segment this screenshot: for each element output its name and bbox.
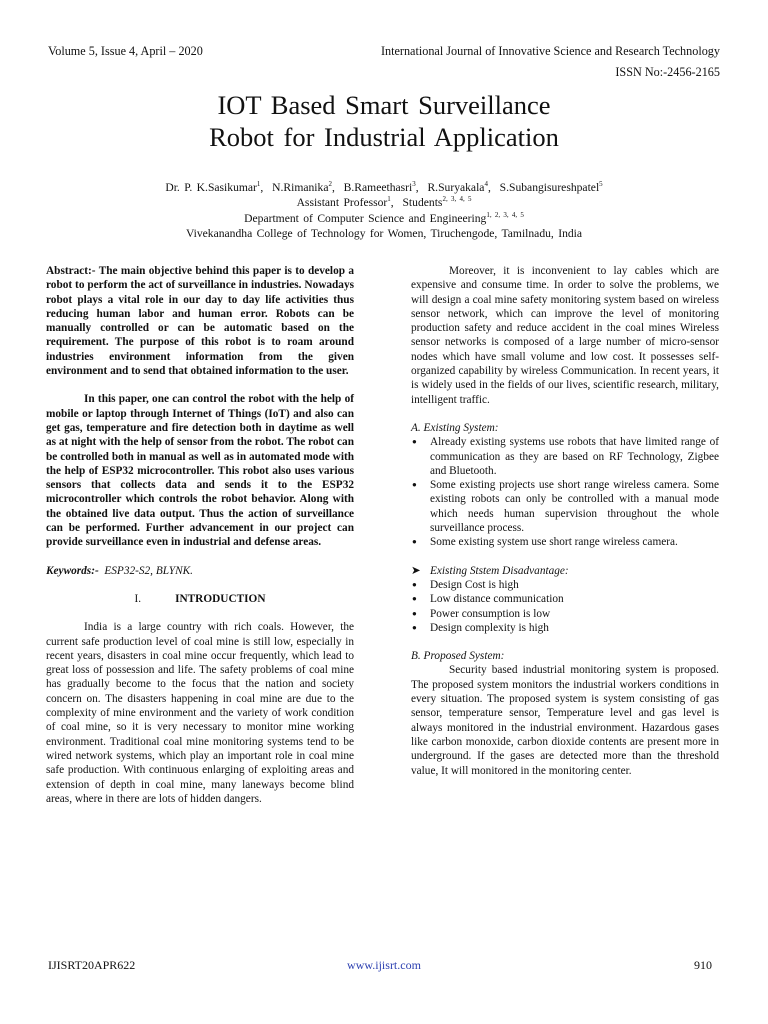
author-department [0, 211, 768, 226]
disadvantage-heading-text: Existing Ststem Disadvantage: [430, 564, 569, 577]
department-sup: 1, 2, 3, 4, 5 [486, 210, 524, 219]
introduction-paragraph: India is a large country with rich coals. However, the current safe production level of coal mine is still low, especially in recent years, disasters in coal mine occur frequently, which lead to great loss of possession and life. The safety problems of coal mine has gradually become to the focus that the nation and society concern on. The disasters happening in coal mine are due to the complexity of mine environment and the variety of work condition of coal mine, so it is very necessary to monitor mine working environment. Traditional coal mine monitoring systems tend to be wired network systems, which play an important role in coal mine safe production. With continuous enlarging of exploiting areas and extension of depth in coal mine, many laneways become blind areas, where in there are lots of hidden dangers. [46, 621, 354, 805]
author-college: Vivekanandha College of Technology for Women, Tiruchengode, Tamilnadu, India [185, 226, 583, 240]
list-item: ● Power consumption is low [411, 607, 719, 621]
list-item: ● Some existing projects use short range wireless camera. Some existing robots can only be controlled with a manual mode which needs human supervision throughout the whole surveillance process. [411, 478, 719, 535]
author-block [0, 180, 768, 241]
author-2-sup: 2 [328, 180, 332, 189]
list-item: ● Design complexity is high [411, 621, 719, 635]
footer-page-number: 910 [694, 958, 712, 972]
abstract [46, 264, 354, 378]
disadvantage-heading [411, 564, 719, 578]
header-journal: International Journal of Innovative Science and Research Technology [380, 44, 720, 58]
abstract-text: The main objective behind this paper is to develop a robot to perform the act of surveillance in industries. Nowadays robot plays a vital role in our day to day life activities thus reducing human labor and human error. Robots can be manually controlled or can be automatic based on the requirement. The purpose of this robot is to roam around industries environment information from the given environment and to send that obtained information to the user. [46, 265, 354, 378]
list-item: ● Low distance communication [411, 592, 719, 606]
title-line-1: IOT Based Smart Surveillance [217, 90, 551, 120]
keywords-text: ESP32-S2, BLYNK. [104, 564, 193, 577]
author-2: N.Rimanika [272, 181, 329, 194]
proposed-system-paragraph: Security based industrial monitoring system is proposed. The proposed system monitors the industrial workers conditions in every situation. The proposed system is system consisting of gas sensor, temperature sensor, Temperature level and gas level is always monitored in the industrial environment. Hazardous gases like carbon monoxide, carbon dioxide contents are present more in underground. If the gases are detected more than the threshold value, It will monitored in the monitoring center. [411, 664, 719, 777]
author-3-sup: 3 [412, 180, 416, 189]
author-1-sup: 1 [256, 180, 261, 189]
section-title: INTRODUCTION [175, 592, 266, 605]
footer-website-link[interactable]: www.ijisrt.com [347, 958, 421, 972]
author-roles: Assistant Professor$^1$, Students$^{2, 3, 4, 5}$ [296, 195, 472, 210]
author-5: S.Subangisureshpatel [499, 181, 600, 194]
author-3: B.Rameethasri [343, 181, 413, 194]
disadvantage-list [411, 578, 719, 635]
existing-system-heading: A. Existing System: [411, 421, 499, 434]
list-item: ● Already existing systems use robots that have limited range of communication as they are based on RF Technology, Zigbee and Bluetooth. [411, 435, 719, 478]
title-line-2: Robot for Industrial Application [209, 122, 559, 152]
list-item: ● Design Cost is high [411, 578, 719, 592]
header-issn: ISSN No:-2456-2165 [615, 65, 720, 79]
author-4-sup: 4 [484, 180, 488, 189]
left-column [46, 264, 354, 806]
right-paragraph-1: Moreover, it is inconvenient to lay cables which are expensive and consume time. In order to solve the problems, we will design a coal mine safety monitoring system based on wireless sensor network, which can improve the level of monitoring production safety and reduce accident in the coal mines Wireless sensor networks is composed of a large number of micro-sensor nodes which have small volume and low cost. It possesses self-organized capability by wireless Communication. In recent years, it is widely used in the fields of our lives, scientific research, military, intelligent traffic. [411, 265, 719, 406]
section-heading-introduction [46, 592, 354, 606]
list-item: ● Some existing system use short range wireless camera. [411, 535, 719, 549]
keywords [46, 564, 354, 578]
author-5-sup: 5 [599, 180, 603, 189]
existing-system-list [411, 435, 719, 549]
role-professor-sup: 1 [387, 195, 391, 204]
abstract-label: Abstract:- [46, 265, 96, 277]
footer-paper-id: IJISRT20APR622 [48, 958, 136, 972]
author-1: Dr. P. K.Sasikumar [165, 181, 257, 194]
proposed-system-heading: B. Proposed System: [411, 650, 505, 663]
arrow-bullet-icon: ➤ [411, 564, 421, 577]
keywords-label: Keywords:- [46, 564, 99, 577]
right-column [411, 264, 719, 778]
author-4: R.Suryakala [427, 181, 485, 194]
role-students-sup: 2, 3, 4, 5 [442, 195, 472, 204]
role-students: Students [402, 196, 443, 210]
role-professor: Assistant Professor [296, 196, 388, 210]
header-volume: Volume 5, Issue 4, April – 2020 [48, 44, 203, 58]
section-number: I. [134, 592, 142, 605]
paper-title [0, 89, 768, 153]
author-names: Dr. P. K.Sasikumar$^1$, N.Rimanika$^2$, B.Rameethasri$^3$, R.Suryakala$^4$, S.Subangisureshpatel$^5$ [165, 180, 603, 194]
department-text: Department of Computer Science and Engineering [244, 211, 487, 225]
abstract-paragraph-2: In this paper, one can control the robot with the help of mobile or laptop through Internet of Things (IoT) and also can get gas, temperature and fire detection both in daytime as well as at night with the help of sensor from the robot. The robot can be controlled both in manual as well as in automated mode with the help of ESP32 microcontroller. This robot also uses various sensors that collects data and sends it to the ESP32 microcontroller which controls the robot behavior. Along with the obtained live data output. Thus the action of surveillance can be performed. Further advancement in our project can provide surveillance even in industrial and defense areas. [46, 393, 354, 549]
